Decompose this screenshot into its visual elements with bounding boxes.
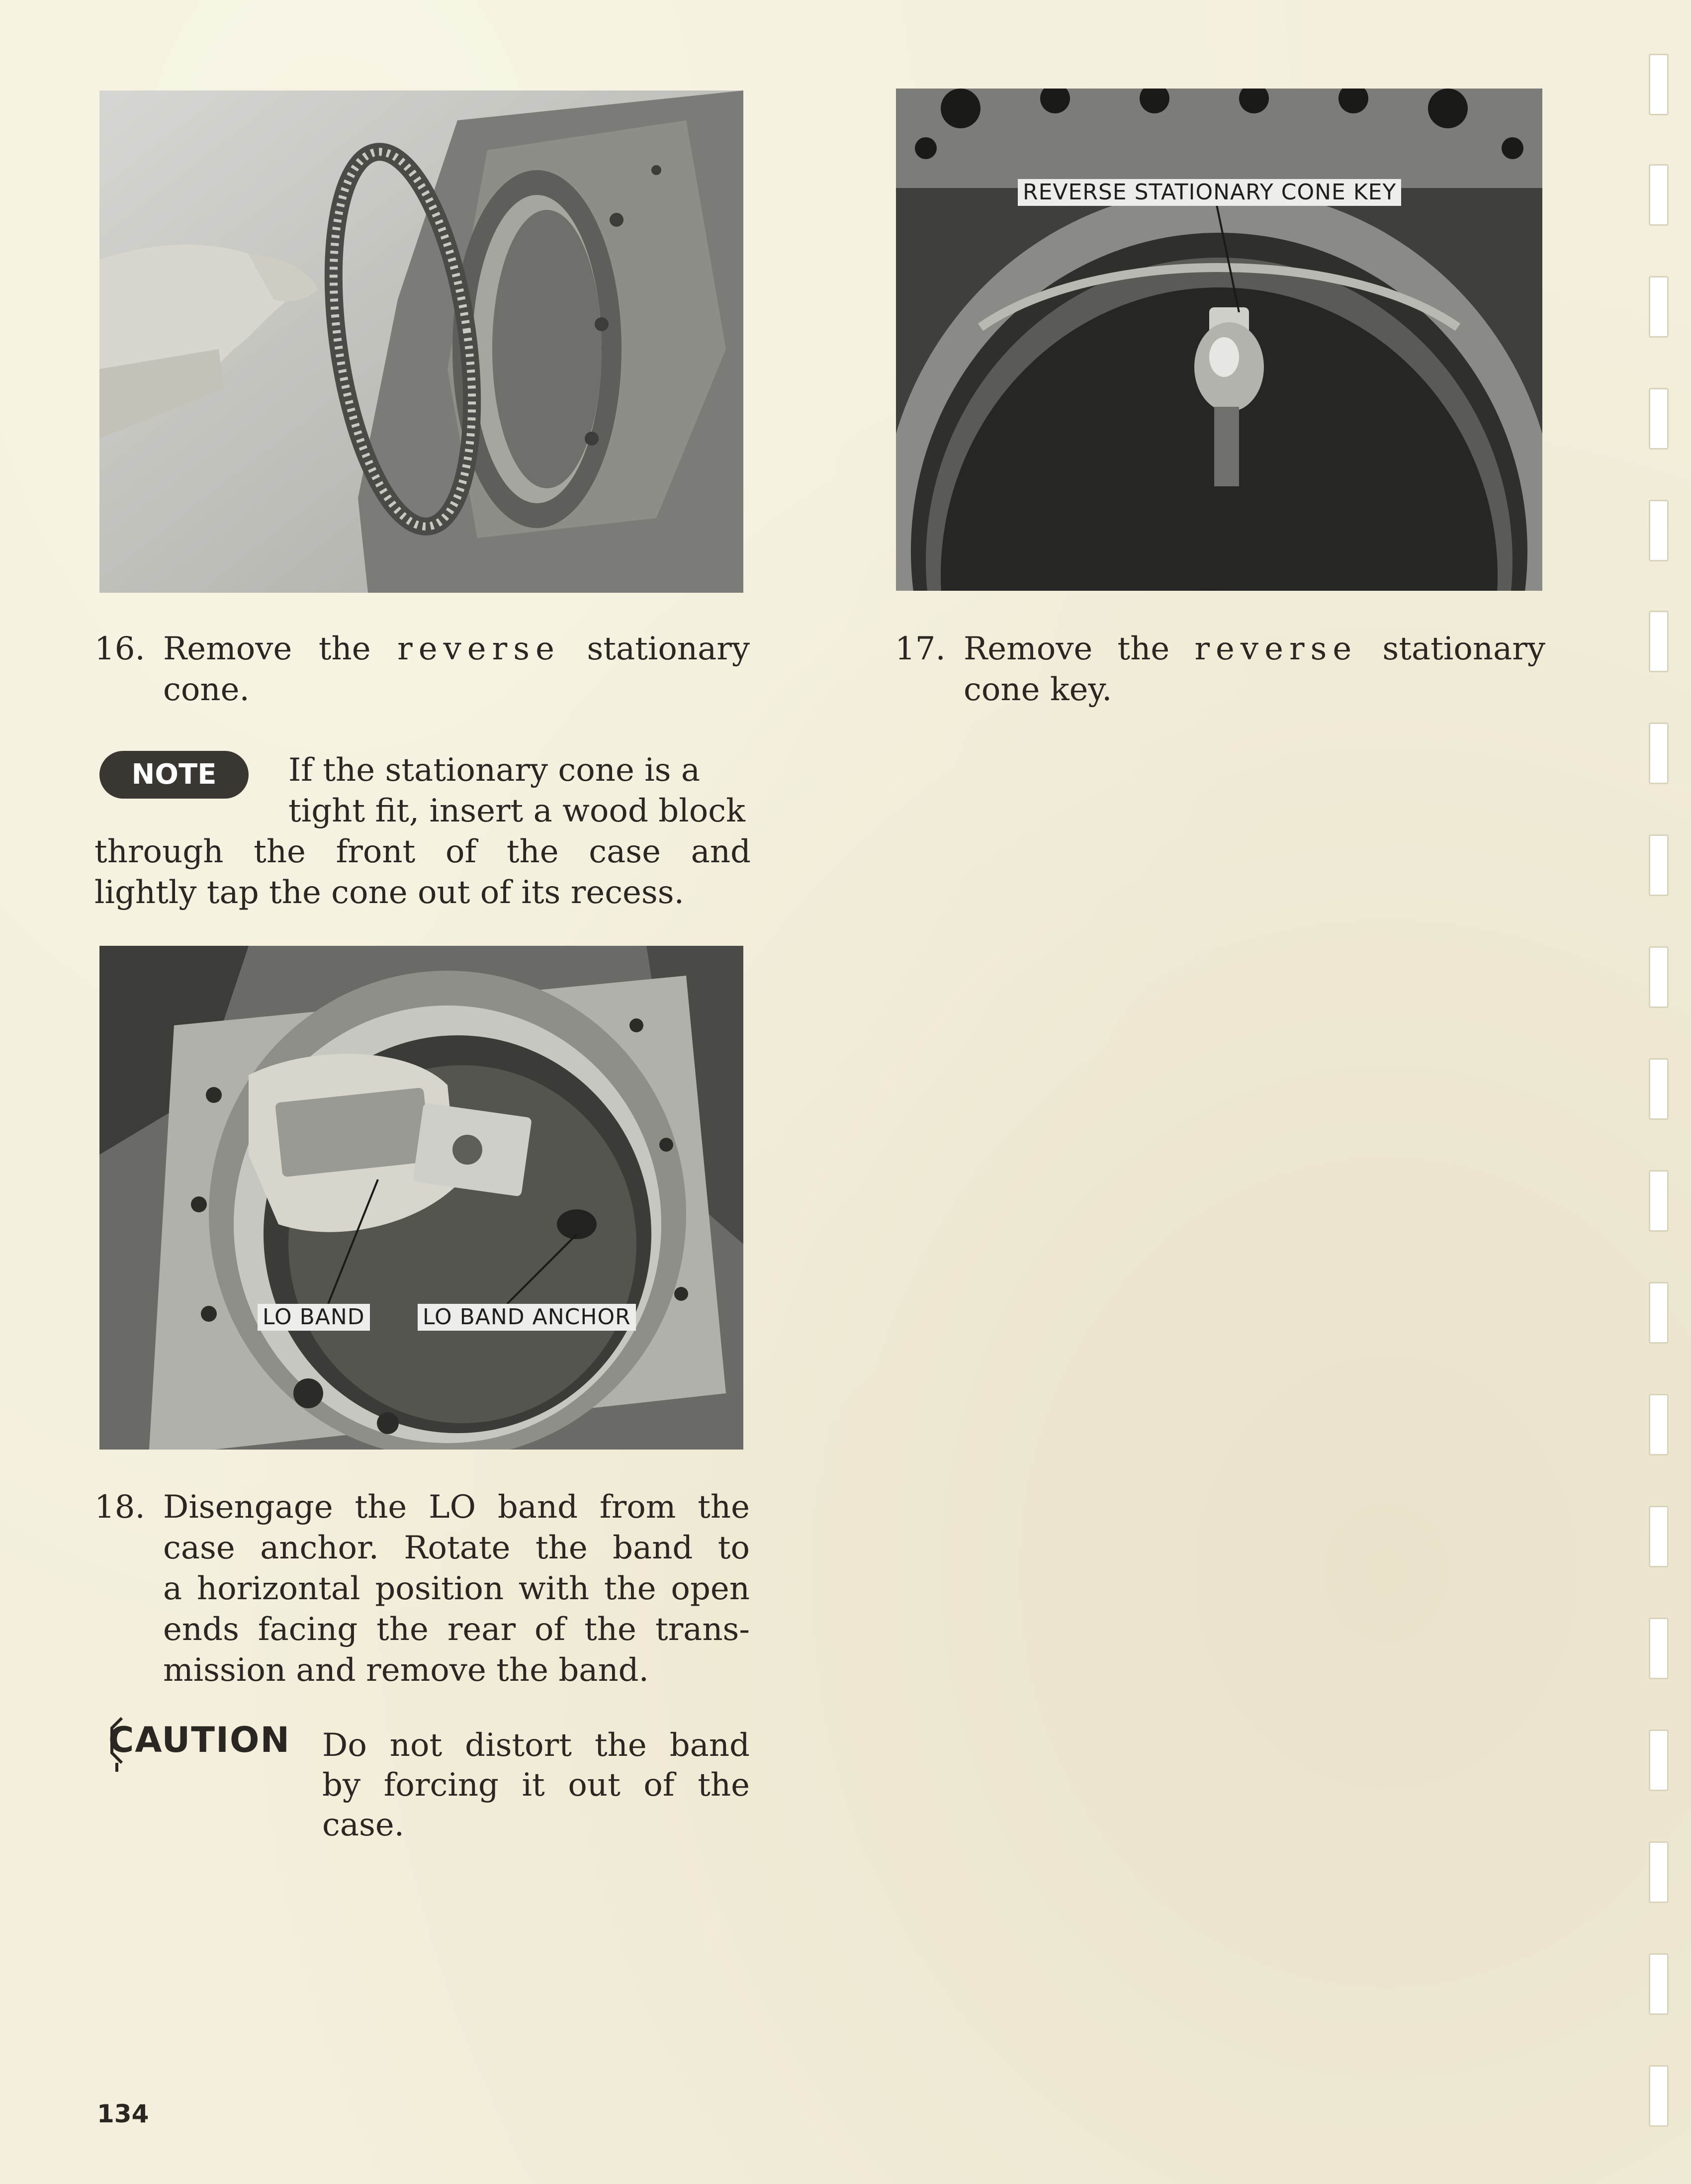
figure-18-photo (99, 946, 743, 1450)
step-17-word: the (1117, 631, 1170, 667)
caution-line: by forcing it out of the (322, 1767, 750, 1804)
note-line: If the stationary cone is a (288, 752, 700, 789)
caution-line: case. (322, 1807, 405, 1843)
binder-slot (1649, 164, 1669, 226)
binder-slot (1649, 54, 1669, 115)
step-18-number: 18. (94, 1489, 145, 1526)
binder-slot (1649, 388, 1669, 450)
step-16-number: 16. (94, 631, 145, 667)
binder-slot (1649, 1618, 1669, 1679)
binder-slot (1649, 611, 1669, 672)
note-line: lightly tap the cone out of its recess. (94, 874, 684, 911)
step-18-line: Disengage the LO band from the (163, 1489, 750, 1526)
note-line: through the front of the case and (94, 833, 751, 870)
step-16 (94, 629, 751, 713)
figure-17-photo (896, 89, 1542, 591)
step-17-line2: cone key. (964, 671, 1112, 708)
step-17 (895, 629, 1546, 713)
figure-17-callout: REVERSE STATIONARY CONE KEY (1018, 179, 1401, 206)
binder-slot (1649, 1282, 1669, 1344)
step-16-line2: cone. (163, 671, 250, 708)
step-18-line: ends facing the rear of the trans- (163, 1611, 750, 1648)
binder-slot (1649, 1394, 1669, 1456)
page-number: 134 (97, 2099, 149, 2128)
binder-slot (1649, 723, 1669, 784)
binder-slot (1649, 1506, 1669, 1567)
caution-label: CAUTION (108, 1720, 291, 1760)
binder-slot (1649, 1058, 1669, 1120)
step-18-line: a horizontal position with the open (163, 1570, 750, 1607)
binder-slot (1649, 1170, 1669, 1232)
binder-slot (1649, 276, 1669, 338)
binder-slot (1649, 1729, 1669, 1791)
step-17-word-emphasis: reverse (1194, 631, 1358, 667)
step-17-number: 17. (895, 631, 946, 667)
lo-band-callout: LO BAND (258, 1304, 370, 1331)
binder-slot (1649, 500, 1669, 561)
note-text (94, 750, 751, 919)
figure-16-photo (99, 91, 743, 593)
lo-band-anchor-callout: LO BAND ANCHOR (418, 1304, 636, 1331)
step-16-word: the (318, 631, 371, 667)
step-18-line: case anchor. Rotate the band to (163, 1530, 750, 1566)
binder-slot (1649, 946, 1669, 1008)
binder-slot (1649, 1953, 1669, 2015)
note-line: tight fit, insert a wood block (288, 793, 745, 829)
binder-slot (1649, 2065, 1669, 2127)
step-16-word: Remove (163, 631, 292, 667)
caution-text (322, 1726, 750, 1845)
step-17-word: Remove (964, 631, 1093, 667)
step-17-word: stationary (1382, 631, 1545, 667)
step-18-line: mission and remove the band. (163, 1652, 649, 1689)
step-18 (94, 1487, 751, 1696)
step-16-word: stationary (587, 631, 750, 667)
caution-line: Do not distort the band (322, 1727, 750, 1764)
note-badge: NOTE (99, 751, 249, 799)
step-16-word-emphasis: reverse (397, 631, 560, 667)
binder-slot (1649, 1841, 1669, 1903)
binder-slot (1649, 834, 1669, 896)
